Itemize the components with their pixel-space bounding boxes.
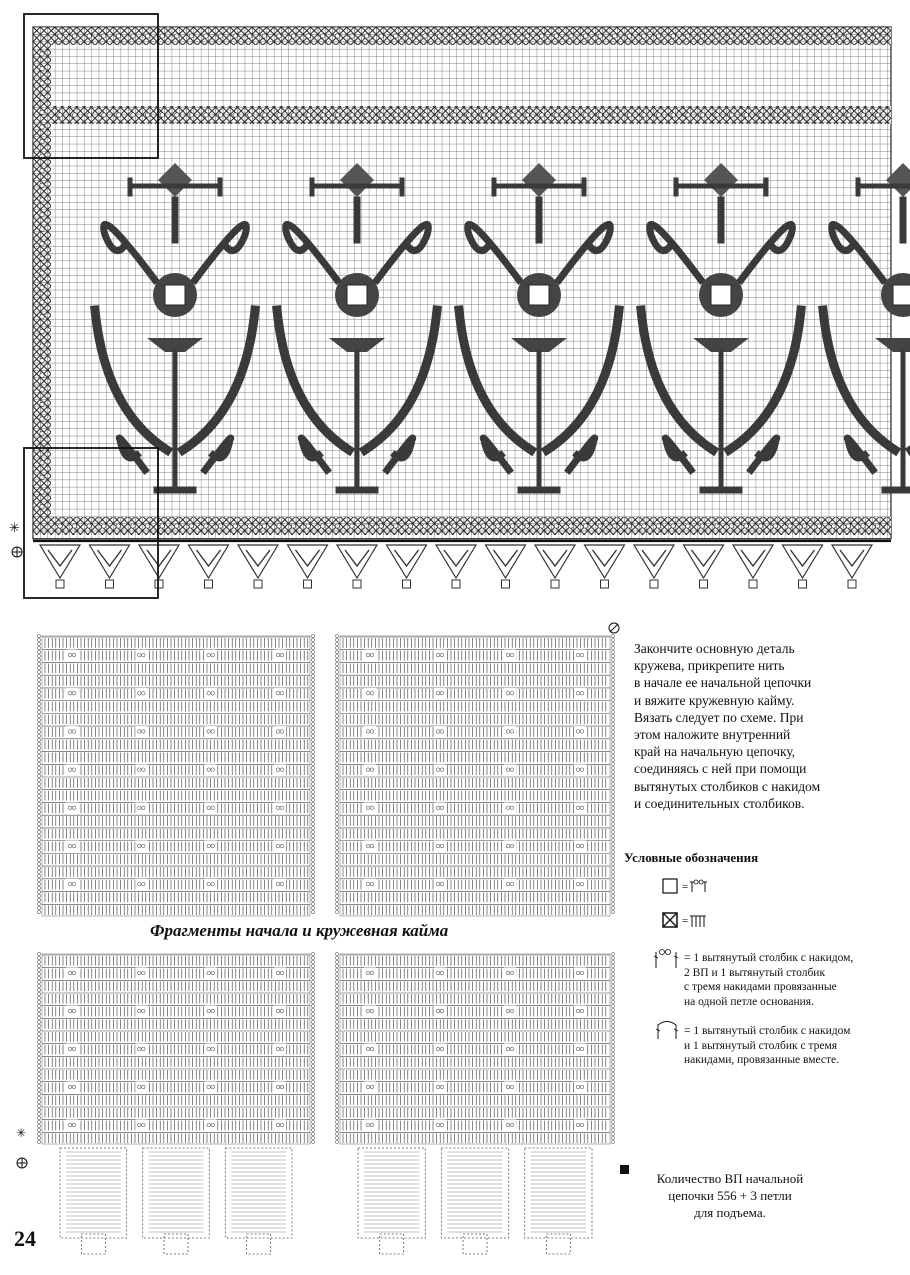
scallop — [783, 545, 823, 588]
fragment-top-right — [335, 634, 614, 916]
bracket-chain-icon — [653, 948, 683, 975]
scallop — [238, 545, 278, 588]
scallop — [337, 545, 377, 588]
legend-item-bracket-chain — [684, 951, 889, 1009]
crossed-square-icon — [662, 912, 722, 935]
instruction-line: вытянутых столбиков с накидом — [634, 778, 821, 794]
scallop — [733, 545, 773, 588]
scallop — [585, 545, 625, 588]
scallop — [684, 545, 724, 588]
start-markers — [9, 521, 22, 557]
instruction-line: и вяжите кружевную кайму. — [634, 692, 795, 708]
svg-text:✳: ✳ — [9, 521, 20, 536]
legend-text: и 1 вытянутый столбик с тремя — [684, 1039, 838, 1052]
instruction-line: Вязать следует по схеме. При — [634, 709, 804, 725]
instruction-line: соединяясь с ней при помощи — [634, 761, 807, 777]
fragment-top-left — [37, 634, 314, 916]
instruction-line: кружева, прикрепите нить — [634, 658, 785, 674]
instruction-line: и соединительных столбиков. — [634, 795, 805, 811]
chain-count-note — [630, 1170, 830, 1221]
legend-text: 1 вытянутый столбик с накидом — [693, 1025, 851, 1037]
legend-eq: = — [684, 1025, 691, 1037]
legend-eq: = — [684, 952, 691, 964]
legend-text: накидами, провязанные вместе. — [684, 1054, 840, 1066]
chain-count-line: цепочки 556 + 3 петли — [668, 1188, 792, 1203]
scallop — [139, 545, 179, 588]
instruction-line: этом наложите внутренний — [634, 727, 791, 743]
scallop — [90, 545, 130, 588]
page-number: 24 — [14, 1226, 36, 1251]
main-filet-chart — [0, 0, 910, 600]
legend-text: 1 вытянутый столбик с накидом, — [693, 952, 854, 964]
instructions-text — [634, 640, 874, 812]
scallop — [436, 545, 476, 588]
instruction-line: край на начальную цепочку, — [634, 744, 796, 760]
legend-item-bracket-arch — [684, 1024, 889, 1068]
fragments-title: Фрагменты начала и кружевная кайма — [150, 921, 449, 940]
scallop — [288, 545, 328, 588]
scallop — [535, 545, 575, 588]
chain-count-line: для подъема. — [694, 1205, 766, 1220]
instruction-line: в начале ее начальной цепочки — [634, 675, 812, 691]
fragment-bottom-right — [335, 952, 614, 1254]
scallop — [40, 545, 80, 588]
legend-text: с тремя накидами провязанные — [684, 981, 837, 993]
legend-text: 2 ВП и 1 вытянутый столбик — [684, 966, 826, 979]
legend-text: на одной петле основания. — [684, 995, 814, 1008]
scallop — [634, 545, 674, 588]
fragment-bottom-left — [37, 952, 314, 1254]
chain-count-line: Количество ВП начальной — [656, 1171, 804, 1186]
scallop — [832, 545, 872, 588]
legend-title: Условные обозначения — [624, 850, 759, 865]
fragment-markers — [16, 623, 629, 1174]
open-square-icon — [662, 878, 722, 901]
scallop — [189, 545, 229, 588]
scallop — [387, 545, 427, 588]
scallop — [486, 545, 526, 588]
lace-edging-scallops — [40, 545, 872, 588]
bracket-arch-icon — [655, 1019, 685, 1046]
instruction-line: Закончите основную деталь — [634, 641, 795, 656]
